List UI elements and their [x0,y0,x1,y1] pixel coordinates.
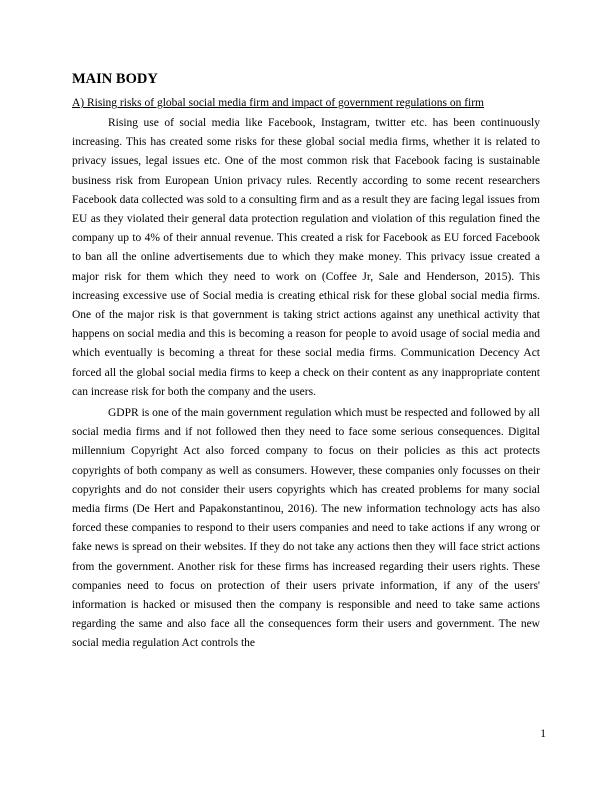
paragraph-1: Rising use of social media like Facebook, Instagram, twitter etc. has been continuously increasing. This has created some risks for these global social media firms, whether it is related to privacy issues, legal issues etc. One of the most common risk that Facebook facing is sustainable business risk from European Union privacy rules. Recently according to some recent researchers Facebook data collected was sold to a consulting firm and as a result they are facing legal issues from EU as they violated their general data protection regulation and violation of this regulation fined the company up to 4% of their annual revenue. This created a risk for Facebook as EU forced Facebook to ban all the online advertisements due to which they make money. This privacy issue created a major risk for them which they need to work on (Coffee Jr, Sale and Henderson, 2015). This increasing excessive use of Social media is creating ethical risk for these global social media firms. One of the major risk is that government is taking strict actions against any unethical activity that happens on social media and this is becoming a reason for people to avoid usage of social media and which eventually is becoming a threat for these social media firms. Communication Decency Act forced all the global social media firms to keep a check on their content as any inappropriate content can increase risk for both the company and the users. [72,117,540,398]
paragraph-2: GDPR is one of the main government regulation which must be respected and followed by all social media firms and if not followed then they need to face some serious consequences. Digital millennium Copyright Act also forced company to focus on their policies as this act protects copyrights of both company as well as consumers. However, these companies only focusses on their copyrights and do not consider their users copyrights which has created problems for many social media firms (De Hert and Papakonstantinou, 2016). The new information technology acts has also forced these companies to respond to their users companies and need to take actions if any wrong or fake news is spread on their websites. If they do not take any actions then they will face strict actions from the government. Another risk for these firms has increased regarding their users rights. These companies need to focus on protection of their users private information, if any of the users' information is hacked or misused then the company is responsible and need to take same actions regarding the same and also face all the consequences form their users and government. The new social media regulation Act controls the [72,407,540,650]
subsection-heading: A) Rising risks of global social media firm and impact of government regulations on firm [72,97,484,109]
section-heading: MAIN BODY [72,71,158,87]
main-body-section [72,70,540,656]
page-number: 1 [540,728,546,740]
